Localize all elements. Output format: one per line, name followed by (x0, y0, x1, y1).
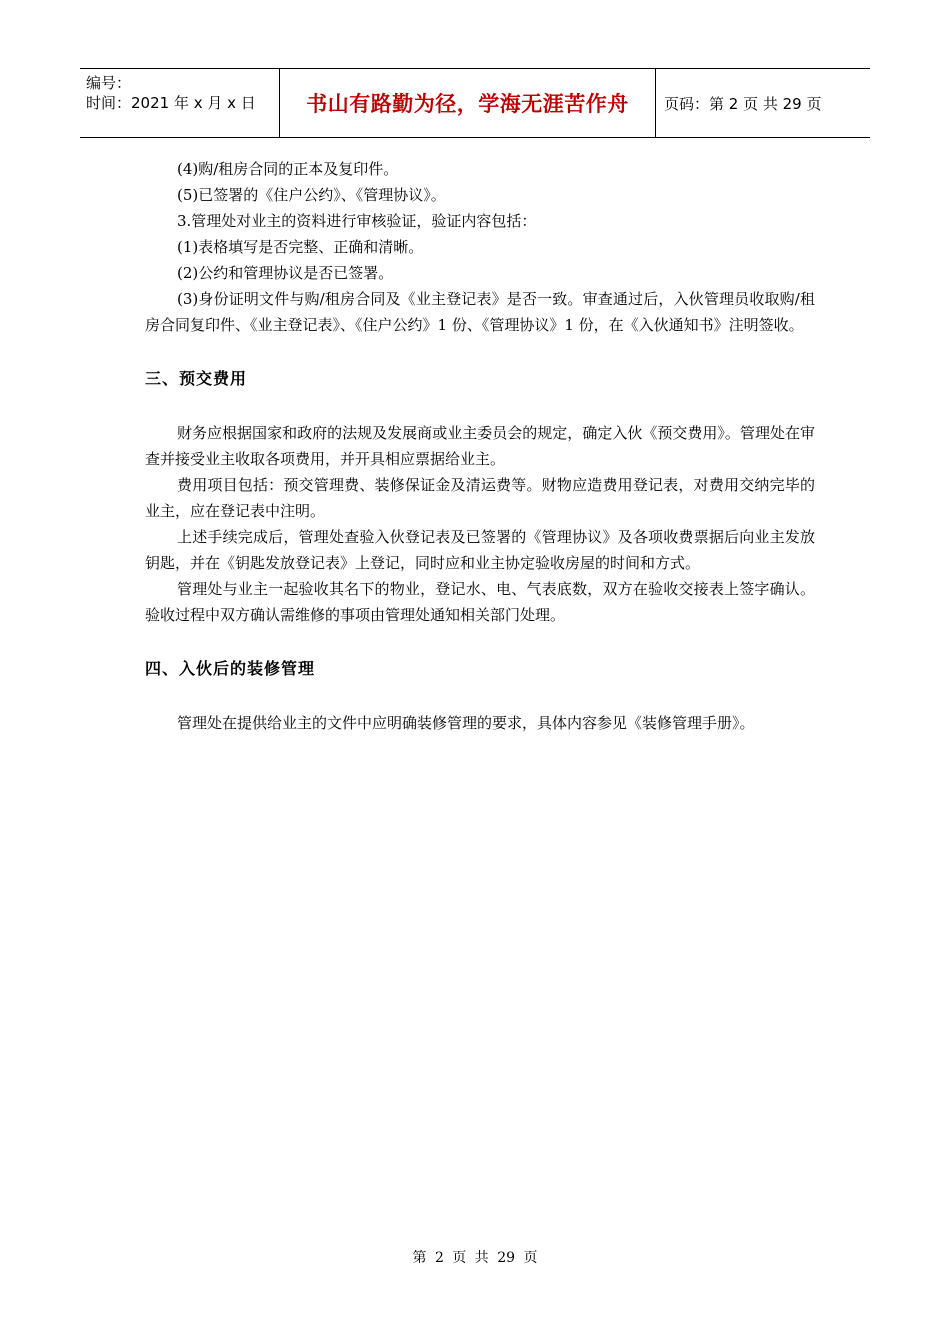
header-page-info: 页码：第 2 页 共 29 页 (664, 94, 822, 113)
paragraph: (4)购/租房合同的正本及复印件。 (177, 160, 399, 178)
section-heading-3: 三、预交费用 (145, 369, 248, 388)
document-date: 时间：2021 年 x 月 x 日 (86, 94, 256, 112)
paragraph: 费用项目包括：预交管理费、装修保证金及清运费等。财物应造费用登记表，对费用交纳完毕的业主，应在登记表中注明。 (145, 476, 815, 520)
paragraph: (3)身份证明文件与购/租房合同及《业主登记表》是否一致。审查通过后，入伙管理员收取购/租房合同复印件、《业主登记表》、《住户公约》1 份、《管理协议》1 份，在《入伙通知书》注明签收。 (145, 290, 815, 334)
paragraph: (5)已签署的《住户公约》、《管理协议》。 (177, 186, 446, 204)
paragraph: (1)表格填写是否完整、正确和清晰。 (177, 238, 424, 256)
header-motto: 书山有路勤为径，学海无涯苦作舟 (280, 69, 656, 137)
paragraph: 财务应根据国家和政府的法规及发展商或业主委员会的规定，确定入伙《预交费用》。管理处在审查并接受业主收取各项费用，并开具相应票据给业主。 (145, 424, 815, 468)
paragraph: 上述手续完成后，管理处查验入伙登记表及已签署的《管理协议》及各项收费票据后向业主发放钥匙，并在《钥匙发放登记表》上登记，同时应和业主协定验收房屋的时间和方式。 (145, 528, 815, 572)
paragraph: (2)公约和管理协议是否已签署。 (177, 264, 394, 282)
document-body (145, 156, 815, 736)
section-heading-4: 四、入伙后的装修管理 (145, 659, 316, 678)
document-number-label: 编号： (86, 74, 132, 92)
page-footer: 第 2 页 共 29 页 (412, 1250, 538, 1266)
header-meta (80, 69, 280, 137)
paragraph: 3.管理处对业主的资料进行审核验证，验证内容包括： (177, 212, 537, 230)
paragraph: 管理处在提供给业主的文件中应明确装修管理的要求，具体内容参见《装修管理手册》。 (177, 714, 755, 732)
paragraph: 管理处与业主一起验收其名下的物业，登记水、电、气表底数，双方在验收交接表上签字确认。验收过程中双方确认需维修的事项由管理处通知相关部门处理。 (145, 580, 815, 624)
page-header (80, 68, 870, 138)
